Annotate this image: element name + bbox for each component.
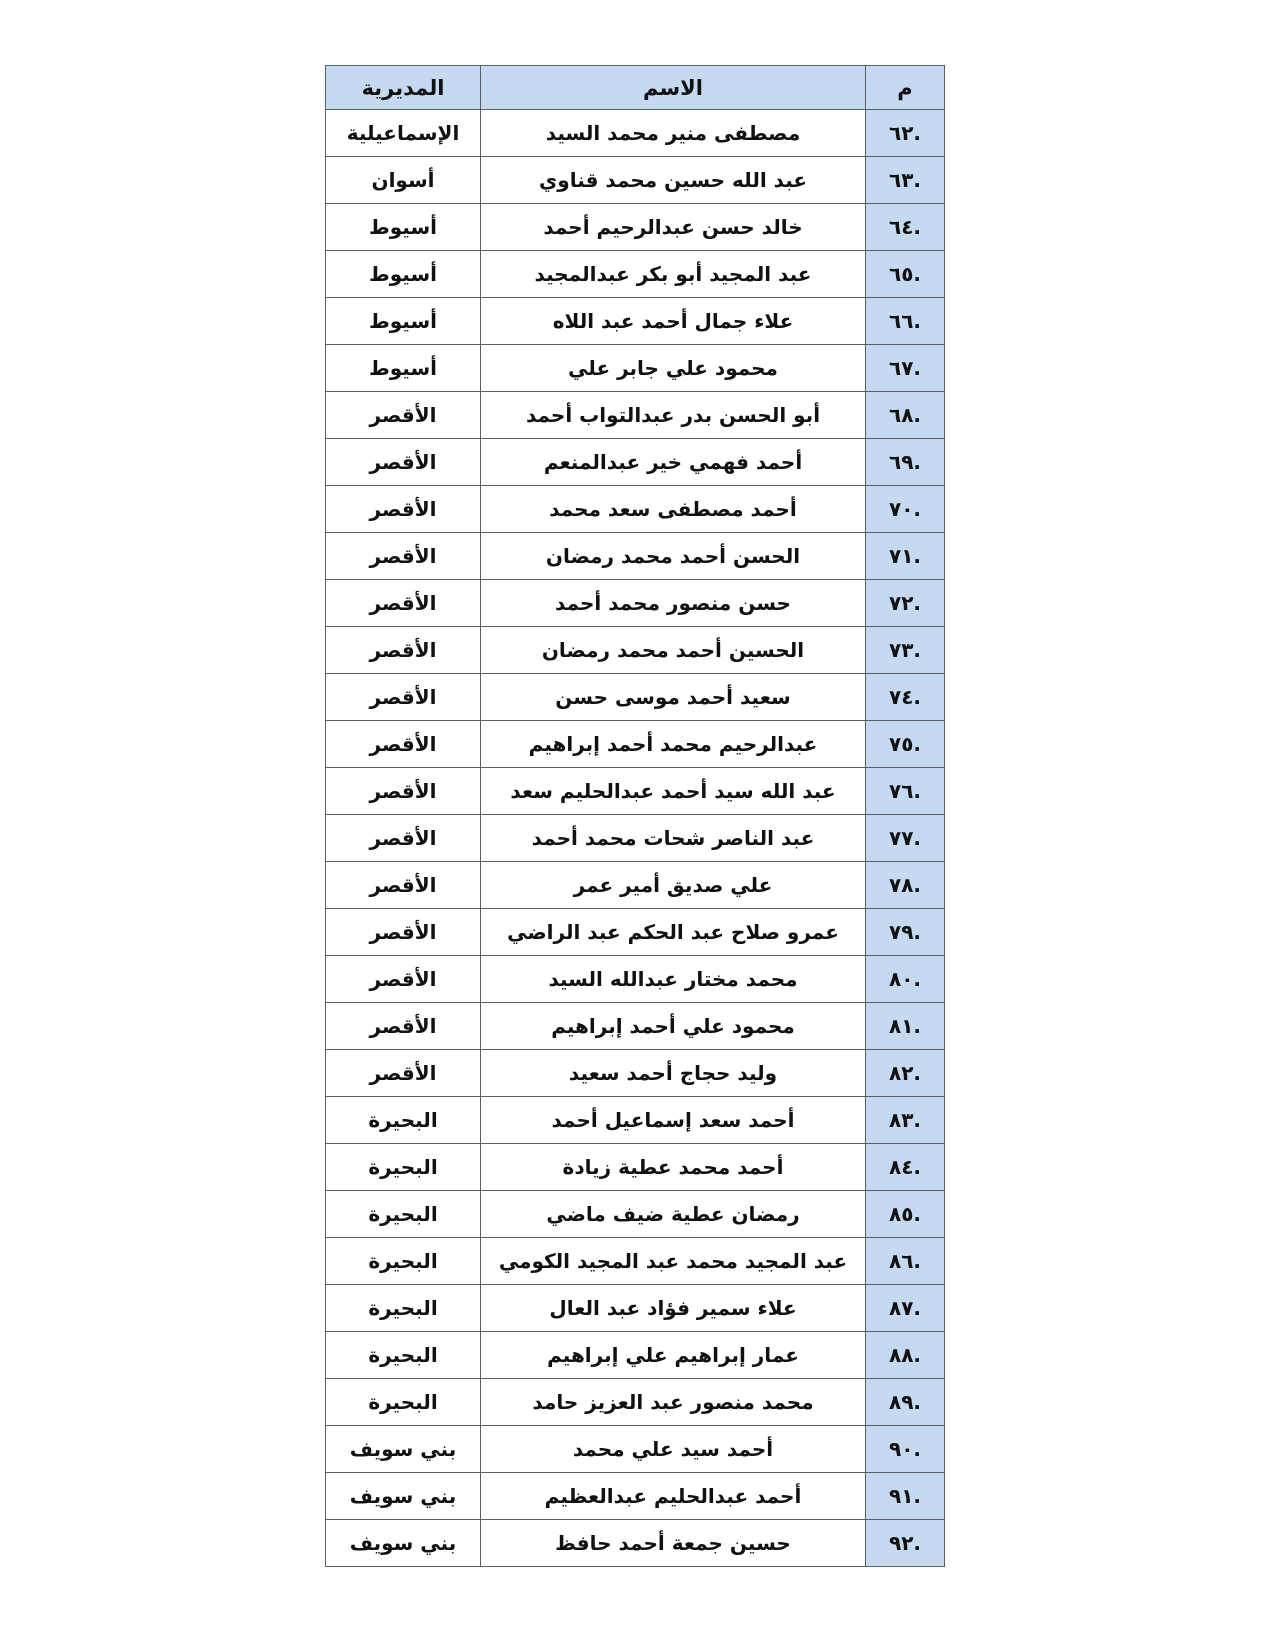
row-number: .٧١ — [866, 533, 945, 580]
person-name: عبد المجيد أبو بكر عبدالمجيد — [481, 251, 866, 298]
directorate: الأقصر — [326, 909, 481, 956]
table-row — [326, 1379, 945, 1426]
table-row — [326, 580, 945, 627]
person-name: أحمد عبدالحليم عبدالعظيم — [481, 1473, 866, 1520]
directorate: البحيرة — [326, 1144, 481, 1191]
person-name: أحمد فهمي خير عبدالمنعم — [481, 439, 866, 486]
table-row — [326, 1426, 945, 1473]
row-number: .٨٦ — [866, 1238, 945, 1285]
header-number: م — [866, 66, 945, 110]
directorate: أسوان — [326, 157, 481, 204]
person-name: علاء سمير فؤاد عبد العال — [481, 1285, 866, 1332]
directorate: الأقصر — [326, 815, 481, 862]
table-row — [326, 674, 945, 721]
directorate: أسيوط — [326, 298, 481, 345]
table-row — [326, 298, 945, 345]
row-number: .٦٩ — [866, 439, 945, 486]
directorate: أسيوط — [326, 204, 481, 251]
directorate: بني سويف — [326, 1520, 481, 1567]
table-row — [326, 768, 945, 815]
row-number: .٨٩ — [866, 1379, 945, 1426]
person-name: أبو الحسن بدر عبدالتواب أحمد — [481, 392, 866, 439]
row-number: .٧٢ — [866, 580, 945, 627]
row-number: .٦٢ — [866, 110, 945, 157]
table-row — [326, 1144, 945, 1191]
directorate: الإسماعيلية — [326, 110, 481, 157]
table-row — [326, 1473, 945, 1520]
row-number: .٧٥ — [866, 721, 945, 768]
directorate: البحيرة — [326, 1191, 481, 1238]
person-name: مصطفى منير محمد السيد — [481, 110, 866, 157]
person-name: عبد الله سيد أحمد عبدالحليم سعد — [481, 768, 866, 815]
names-table — [325, 65, 945, 1567]
table-row — [326, 533, 945, 580]
directorate: أسيوط — [326, 345, 481, 392]
table-row — [326, 1520, 945, 1567]
table-row — [326, 1003, 945, 1050]
row-number: .٧٨ — [866, 862, 945, 909]
directorate: الأقصر — [326, 580, 481, 627]
header-directorate: المديرية — [326, 66, 481, 110]
directorate: الأقصر — [326, 1003, 481, 1050]
row-number: .٧٣ — [866, 627, 945, 674]
person-name: محمود علي جابر علي — [481, 345, 866, 392]
person-name: محمد منصور عبد العزيز حامد — [481, 1379, 866, 1426]
directorate: الأقصر — [326, 533, 481, 580]
table-body — [326, 110, 945, 1567]
directorate: الأقصر — [326, 956, 481, 1003]
row-number: .٧٤ — [866, 674, 945, 721]
table-header — [326, 66, 945, 110]
table-row — [326, 1097, 945, 1144]
person-name: الحسن أحمد محمد رمضان — [481, 533, 866, 580]
directorate: أسيوط — [326, 251, 481, 298]
directorate: الأقصر — [326, 721, 481, 768]
row-number: .٨٤ — [866, 1144, 945, 1191]
table-row — [326, 345, 945, 392]
person-name: خالد حسن عبدالرحيم أحمد — [481, 204, 866, 251]
directorate: بني سويف — [326, 1473, 481, 1520]
header-row — [326, 66, 945, 110]
row-number: .٨٣ — [866, 1097, 945, 1144]
table-row — [326, 1285, 945, 1332]
directorate: البحيرة — [326, 1285, 481, 1332]
person-name: سعيد أحمد موسى حسن — [481, 674, 866, 721]
person-name: الحسين أحمد محمد رمضان — [481, 627, 866, 674]
table-row — [326, 956, 945, 1003]
row-number: .٨٧ — [866, 1285, 945, 1332]
directorate: الأقصر — [326, 674, 481, 721]
directorate: الأقصر — [326, 1050, 481, 1097]
directorate: الأقصر — [326, 439, 481, 486]
person-name: أحمد محمد عطية زيادة — [481, 1144, 866, 1191]
directorate: الأقصر — [326, 768, 481, 815]
row-number: .٦٨ — [866, 392, 945, 439]
table-row — [326, 251, 945, 298]
table-row — [326, 815, 945, 862]
person-name: عبد المجيد محمد عبد المجيد الكومي — [481, 1238, 866, 1285]
table-row — [326, 392, 945, 439]
person-name: حسن منصور محمد أحمد — [481, 580, 866, 627]
directorate: البحيرة — [326, 1332, 481, 1379]
directorate: الأقصر — [326, 486, 481, 533]
table-row — [326, 1238, 945, 1285]
person-name: أحمد سعد إسماعيل أحمد — [481, 1097, 866, 1144]
person-name: علي صديق أمير عمر — [481, 862, 866, 909]
person-name: عبدالرحيم محمد أحمد إبراهيم — [481, 721, 866, 768]
table-row — [326, 204, 945, 251]
row-number: .٩١ — [866, 1473, 945, 1520]
table-row — [326, 1050, 945, 1097]
person-name: علاء جمال أحمد عبد اللاه — [481, 298, 866, 345]
row-number: .٧٧ — [866, 815, 945, 862]
row-number: .٧٠ — [866, 486, 945, 533]
table-row — [326, 439, 945, 486]
person-name: محمد مختار عبدالله السيد — [481, 956, 866, 1003]
person-name: رمضان عطية ضيف ماضي — [481, 1191, 866, 1238]
table-row — [326, 110, 945, 157]
person-name: حسين جمعة أحمد حافظ — [481, 1520, 866, 1567]
person-name: عبد الناصر شحات محمد أحمد — [481, 815, 866, 862]
directorate: البحيرة — [326, 1379, 481, 1426]
row-number: .٦٤ — [866, 204, 945, 251]
directorate: البحيرة — [326, 1238, 481, 1285]
person-name: أحمد سيد علي محمد — [481, 1426, 866, 1473]
table-row — [326, 157, 945, 204]
table-row — [326, 486, 945, 533]
directorate: الأقصر — [326, 392, 481, 439]
row-number: .٨٥ — [866, 1191, 945, 1238]
row-number: .٦٥ — [866, 251, 945, 298]
table-row — [326, 627, 945, 674]
header-name: الاسم — [481, 66, 866, 110]
row-number: .٨٢ — [866, 1050, 945, 1097]
directorate: البحيرة — [326, 1097, 481, 1144]
person-name: وليد حجاج أحمد سعيد — [481, 1050, 866, 1097]
row-number: .٦٦ — [866, 298, 945, 345]
row-number: .٨١ — [866, 1003, 945, 1050]
person-name: عمار إبراهيم علي إبراهيم — [481, 1332, 866, 1379]
person-name: عبد الله حسين محمد قناوي — [481, 157, 866, 204]
table-row — [326, 721, 945, 768]
row-number: .٩٢ — [866, 1520, 945, 1567]
directorate: الأقصر — [326, 627, 481, 674]
person-name: أحمد مصطفى سعد محمد — [481, 486, 866, 533]
row-number: .٦٣ — [866, 157, 945, 204]
table-row — [326, 1191, 945, 1238]
directorate: بني سويف — [326, 1426, 481, 1473]
row-number: .٧٦ — [866, 768, 945, 815]
table-row — [326, 862, 945, 909]
directorate: الأقصر — [326, 862, 481, 909]
row-number: .٨٨ — [866, 1332, 945, 1379]
row-number: .٧٩ — [866, 909, 945, 956]
row-number: .٦٧ — [866, 345, 945, 392]
row-number: .٨٠ — [866, 956, 945, 1003]
table-row — [326, 909, 945, 956]
person-name: محمود علي أحمد إبراهيم — [481, 1003, 866, 1050]
table-row — [326, 1332, 945, 1379]
person-name: عمرو صلاح عبد الحكم عبد الراضي — [481, 909, 866, 956]
row-number: .٩٠ — [866, 1426, 945, 1473]
